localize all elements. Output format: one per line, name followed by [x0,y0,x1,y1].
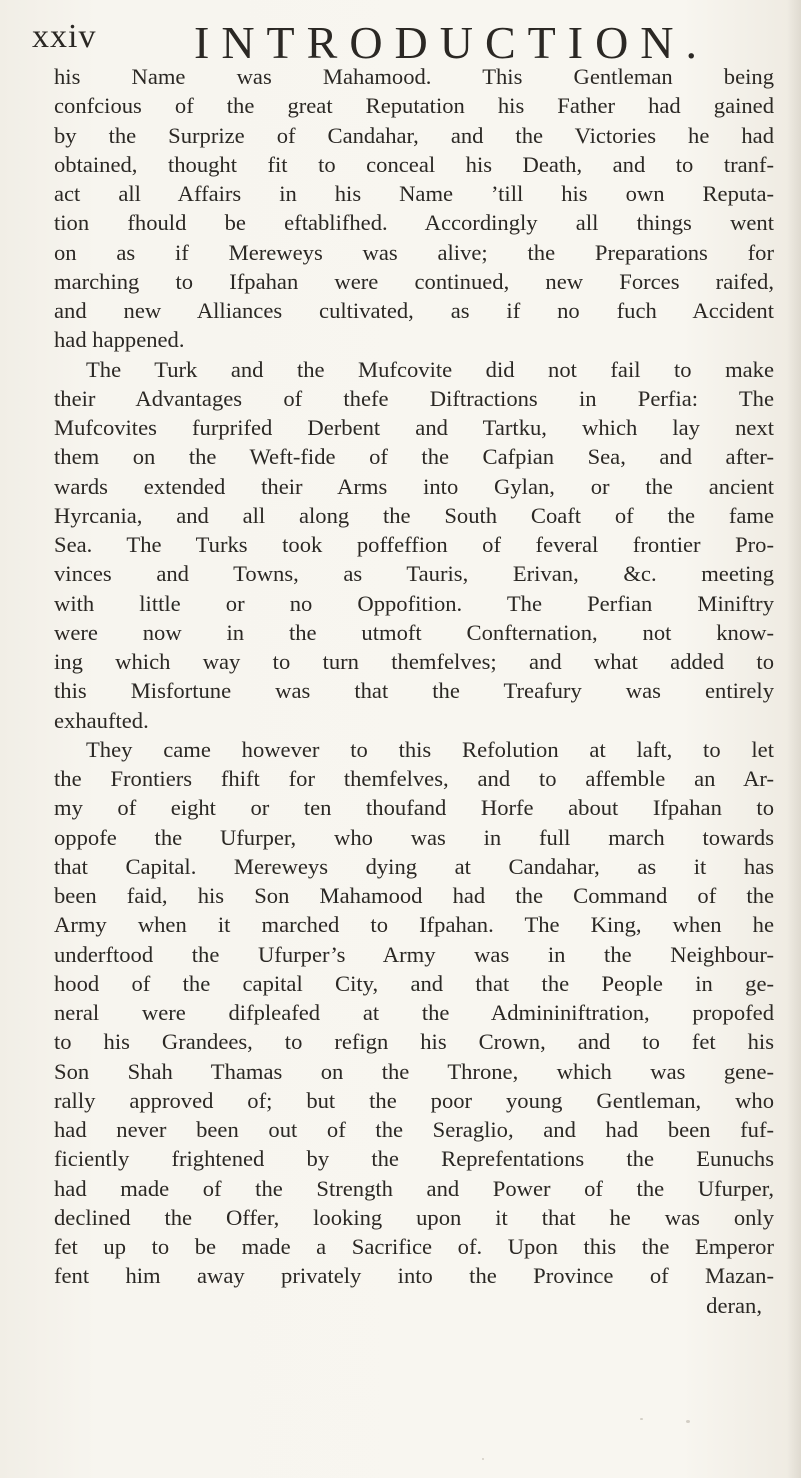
text-line: The Turk and the Mufcovite did not fail to make [86,356,774,382]
text-line: act all Affairs in his Name ’till his own Reputa- [54,181,774,206]
text-line: Son Shah Thamas on the Throne, which was gene- [54,1058,774,1084]
text-line: their Advantages of thefe Diftractions in Perfia: The [54,385,774,411]
text-line: this Misfortune was that the Treafury was entirely [54,678,774,704]
text-line: Hyrcania, and all along the South Coaft of the fame [54,502,774,528]
text-line: declined the Offer, looking upon it that he was only [54,1204,774,1230]
text-line: oppofe the Ufurper, who was in full march towards [54,824,774,850]
text-line: confcious of the great Reputation his Father had gained [54,93,774,119]
body-text [54,62,774,1320]
text-line: fet up to be made a Sacrifice of. Upon this the Emperor [54,1234,774,1259]
text-line: They came however to this Refolution at laft, to let [86,736,774,762]
page-edge-shadow [787,0,801,1478]
text-line: exhaufted. [54,707,149,733]
ink-speck [640,1418,643,1420]
text-line: had made of the Strength and Power of the Ufurper, [54,1175,774,1201]
text-line: with little or no Oppofition. The Perfian Miniftry [54,590,774,616]
text-line: his Name was Mahamood. This Gentleman being [54,64,774,89]
text-line: that Capital. Mereweys dying at Candahar, as it has [54,853,774,879]
text-line: Army when it marched to Ifpahan. The King, when he [54,912,774,938]
text-line: Sea. The Turks took poffeffion of feveral frontier Pro- [54,532,774,557]
text-line: had never been out of the Seraglio, and had been fuf- [54,1117,774,1142]
catchword: deran, [706,1292,762,1318]
ink-speck [686,1420,690,1423]
text-line: neral were difpleafed at the Admininiftration, propofed [54,1000,774,1025]
text-line: them on the Weft-fide of the Cafpian Sea, and after- [54,444,774,470]
text-line: by the Surprize of Candahar, and the Victories he had [54,122,774,148]
text-line: my of eight or ten thoufand Horfe about Ifpahan to [54,795,774,821]
page-header [32,14,772,68]
text-line: underftood the Ufurper’s Army was in the Neighbour- [54,941,774,967]
text-line: the Frontiers fhift for themfelves, and to affemble an Ar- [54,766,774,791]
text-line: marching to Ifpahan were continued, new Forces raifed, [54,268,774,294]
text-line: ficiently frightened by the Reprefentations the Eunuchs [54,1146,774,1172]
text-line: tion fhould be eftablifhed. Accordingly all things went [54,210,774,236]
text-line: vinces and Towns, as Tauris, Erivan, &c. meeting [54,561,774,587]
text-line: and new Alliances cultivated, as if no fuch Accident [54,298,774,323]
text-line: rally approved of; but the poor young Gentleman, who [54,1087,774,1113]
running-head: INTRODUCTION. [194,17,710,68]
text-line: Mufcovites furprifed Derbent and Tartku, which lay next [54,415,774,440]
text-line: ing which way to turn themfelves; and what added to [54,649,774,674]
text-line: wards extended their Arms into Gylan, or the ancient [54,473,774,499]
text-line: been faid, his Son Mahamood had the Command of the [54,883,774,908]
text-line: obtained, thought fit to conceal his Death, and to tranf- [54,151,774,177]
ink-speck [482,1458,484,1460]
text-line: hood of the capital City, and that the People in ge- [54,970,774,996]
text-line: on as if Mereweys was alive; the Preparations for [54,239,774,265]
text-line: were now in the utmoft Confternation, not know- [54,619,774,645]
text-line: to his Grandees, to refign his Crown, and to fet his [54,1029,774,1055]
text-line: fent him away privately into the Province of Mazan- [54,1263,774,1289]
text-line: had happened. [54,327,185,353]
page-number: xxiv [32,18,97,55]
